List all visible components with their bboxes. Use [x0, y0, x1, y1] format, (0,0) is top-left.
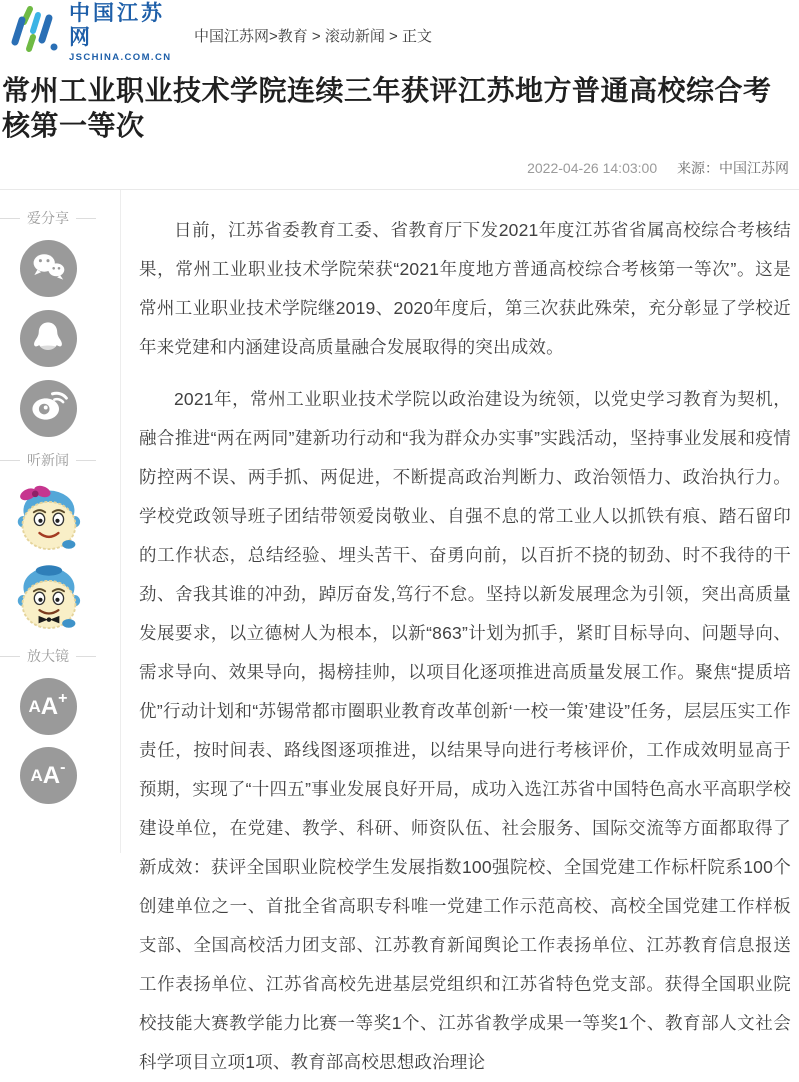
breadcrumb[interactable]: 中国江苏网>教育 > 滚动新闻 > 正文 [194, 27, 432, 45]
article-source: 中国江苏网 [719, 160, 789, 176]
site-logo-name: 中国江苏网 [69, 1, 165, 49]
listen-news-male-button[interactable] [14, 561, 82, 636]
share-section-label: 爱分享 [0, 208, 96, 228]
font-increase-button[interactable]: A A + [20, 678, 77, 735]
site-logo[interactable] [8, 2, 180, 63]
article-paragraph: 日前，江苏省委教育工委、省教育厅下发2021年度江苏省省属高校综合考核结果，常州工业职业技术学院荣获“2021年度地方普通高校综合考核第一等次”。这是常州工业职业技术学院继2019、2020年度后，第三次获此殊荣，充分彰显了学校近年来党建和内涵建设高质量融合发展取得的突出成效。 [139, 220, 791, 357]
site-logo-domain: JSCHINA.COM.CN [69, 51, 172, 63]
publish-date: 2022-04-26 14:03:00 [527, 160, 658, 176]
site-header [0, 0, 799, 64]
article-paragraph: 2021年，常州工业职业技术学院以政治建设为统领，以党史学习教育为契机，融合推进“两在两同”建新功行动和“我为群众办实事”实践活动，坚持事业发展和疫情防控两不误、两手抓、两促进，不断提高政治判断力、政治领悟力、政治执行力。学校党政领导班子团结带领爱岗敬业、自强不息的常工业人以抓铁有痕、踏石留印的工作状态，总结经验、埋头苦干、奋勇向前，以百折不挠的韧劲、时不我待的干劲、舍我其谁的冲劲，踔厉奋发,笃行不怠。坚持以新发展理念为引领，突出高质量发展要求，以立德树人为根本，以新“863”计划为抓手，紧盯目标导向、问题导向、需求导向、效果导向，揭榜挂帅，以项目化逐项推进高质量发展工作。聚焦“提质培优”行动计划和“苏锡常都市圈职业教育改革创新‘一校一策’建设”任务，层层压实工作责任，按时间表、路线图逐项推进，以结果导向进行考核评价，工作成效明显高于预期，实现了“十四五”事业发展良好开局，成功入选江苏省中国特色高水平高职学校建设单位，在党建、教学、科研、师资队伍、社会服务、国际交流等方面都取得了新成效：获评全国职业院校学生发展指数100强院校、全国党建工作标杆院系100个创建单位之一、首批全省高职专科唯一党建工作示范高校、高校全国党建工作样板支部、全国高校活力团支部、江苏教育新闻舆论工作表扬单位、江苏教育信息报送工作表扬单位、江苏省高校先进基层党组织和江苏省特色党支部。获得全国职业院校技能大赛教学能力比赛一等奖1个、江苏省教学成果一等奖1个、教育部人文社会科学项目立项1项、教育部高校思想政治理论 [139, 389, 791, 1072]
content-area [0, 190, 799, 1072]
article-body [121, 190, 799, 1072]
article-title: 常州工业职业技术学院连续三年获评江苏地方普通高校综合考核第一等次 [2, 75, 772, 141]
sidebar [0, 190, 121, 853]
listen-section-label: 听新闻 [0, 450, 96, 470]
site-logo-icon [8, 6, 60, 59]
source-label: 来源： [677, 160, 719, 176]
article-meta [0, 143, 799, 190]
qq-icon [26, 314, 70, 363]
magnifier-section-label: 放大镜 [0, 646, 96, 666]
female-mascot-icon [14, 539, 82, 556]
listen-news-female-button[interactable] [14, 482, 82, 557]
wechat-share-button[interactable] [20, 240, 77, 297]
male-mascot-icon [14, 618, 82, 635]
font-decrease-button[interactable]: A A - [20, 747, 77, 804]
weibo-share-button[interactable] [20, 380, 77, 437]
wechat-icon [26, 244, 70, 293]
weibo-icon [26, 384, 70, 433]
qq-share-button[interactable] [20, 310, 77, 367]
